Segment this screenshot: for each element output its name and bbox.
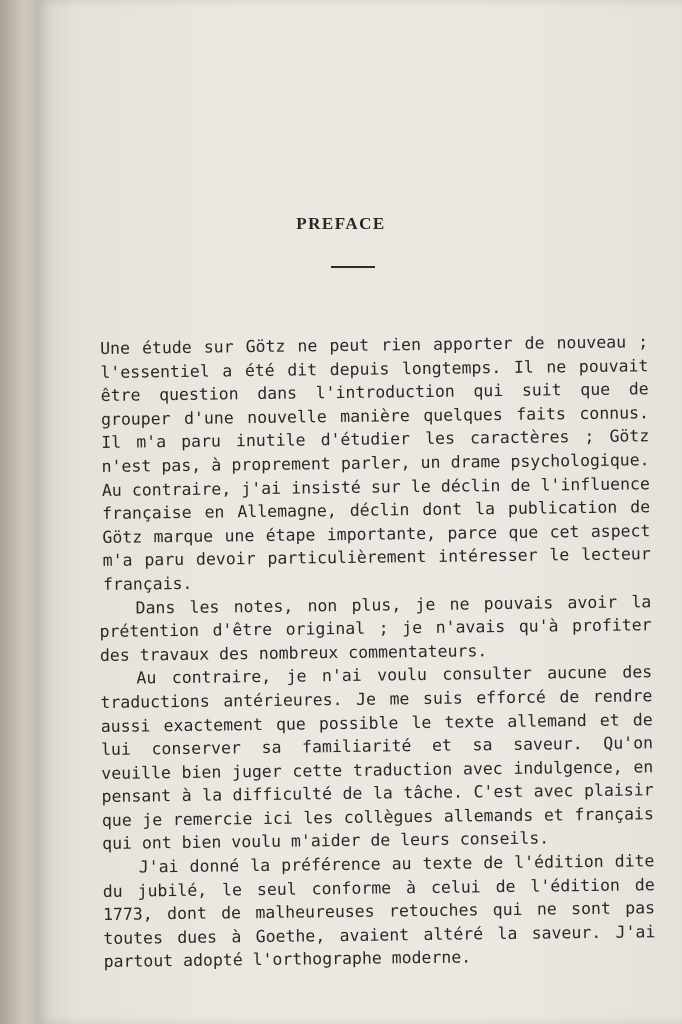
title-rule [331, 266, 375, 268]
body-text [96, 330, 656, 974]
paragraph: Une étude sur Götz ne peut rien apporter de nouveau ; l'essentiel a été dit depuis longtemps. Il ne pouvait être question dans l'introduction qui suit que de grouper d'une nouvelle manière quelques faits connus. Il m'a paru inutile d'étudier les caractères ; Götz n'est pas, à proprement parler, un drame psychologique. Au contraire, j'ai insisté sur le déclin de l'influence française en Allemagne, déclin dont la publication de Götz marque une étape importante, parce que cet aspect m'a paru devoir particulièrement intéresser le lecteur français. [100, 332, 651, 594]
paragraph: Au contraire, je n'ai voulu consulter aucune des traductions antérieures. Je me suis efforcé de rendre aussi exactement que possible le texte allemand et de lui conserver sa familiarité et sa saveur. Qu'on veuille bien juger cette traduction avec indulgence, en pensant à la difficulté de la tâche. C'est avec plaisir que je remercie ici les collègues allemands et français qui ont bien voulu m'aider de leurs conseils. [100, 662, 654, 854]
paragraph: J'ai donné la préférence au texte de l'édition dite du jubilé, le seul conforme à celui de l'édition de 1773, dont de malheureuses retouches qui ne sont pas toutes dues à Goethe, avaient altéré la saveur. J'ai partout adopté l'orthographe moderne. [102, 851, 656, 972]
page-title: PREFACE [296, 214, 386, 233]
paragraph: Dans les notes, non plus, je ne pouvais avoir la prétention d'être original ; je n'avais qu'à profiter des travaux des nombreux commentateurs. [99, 591, 652, 665]
